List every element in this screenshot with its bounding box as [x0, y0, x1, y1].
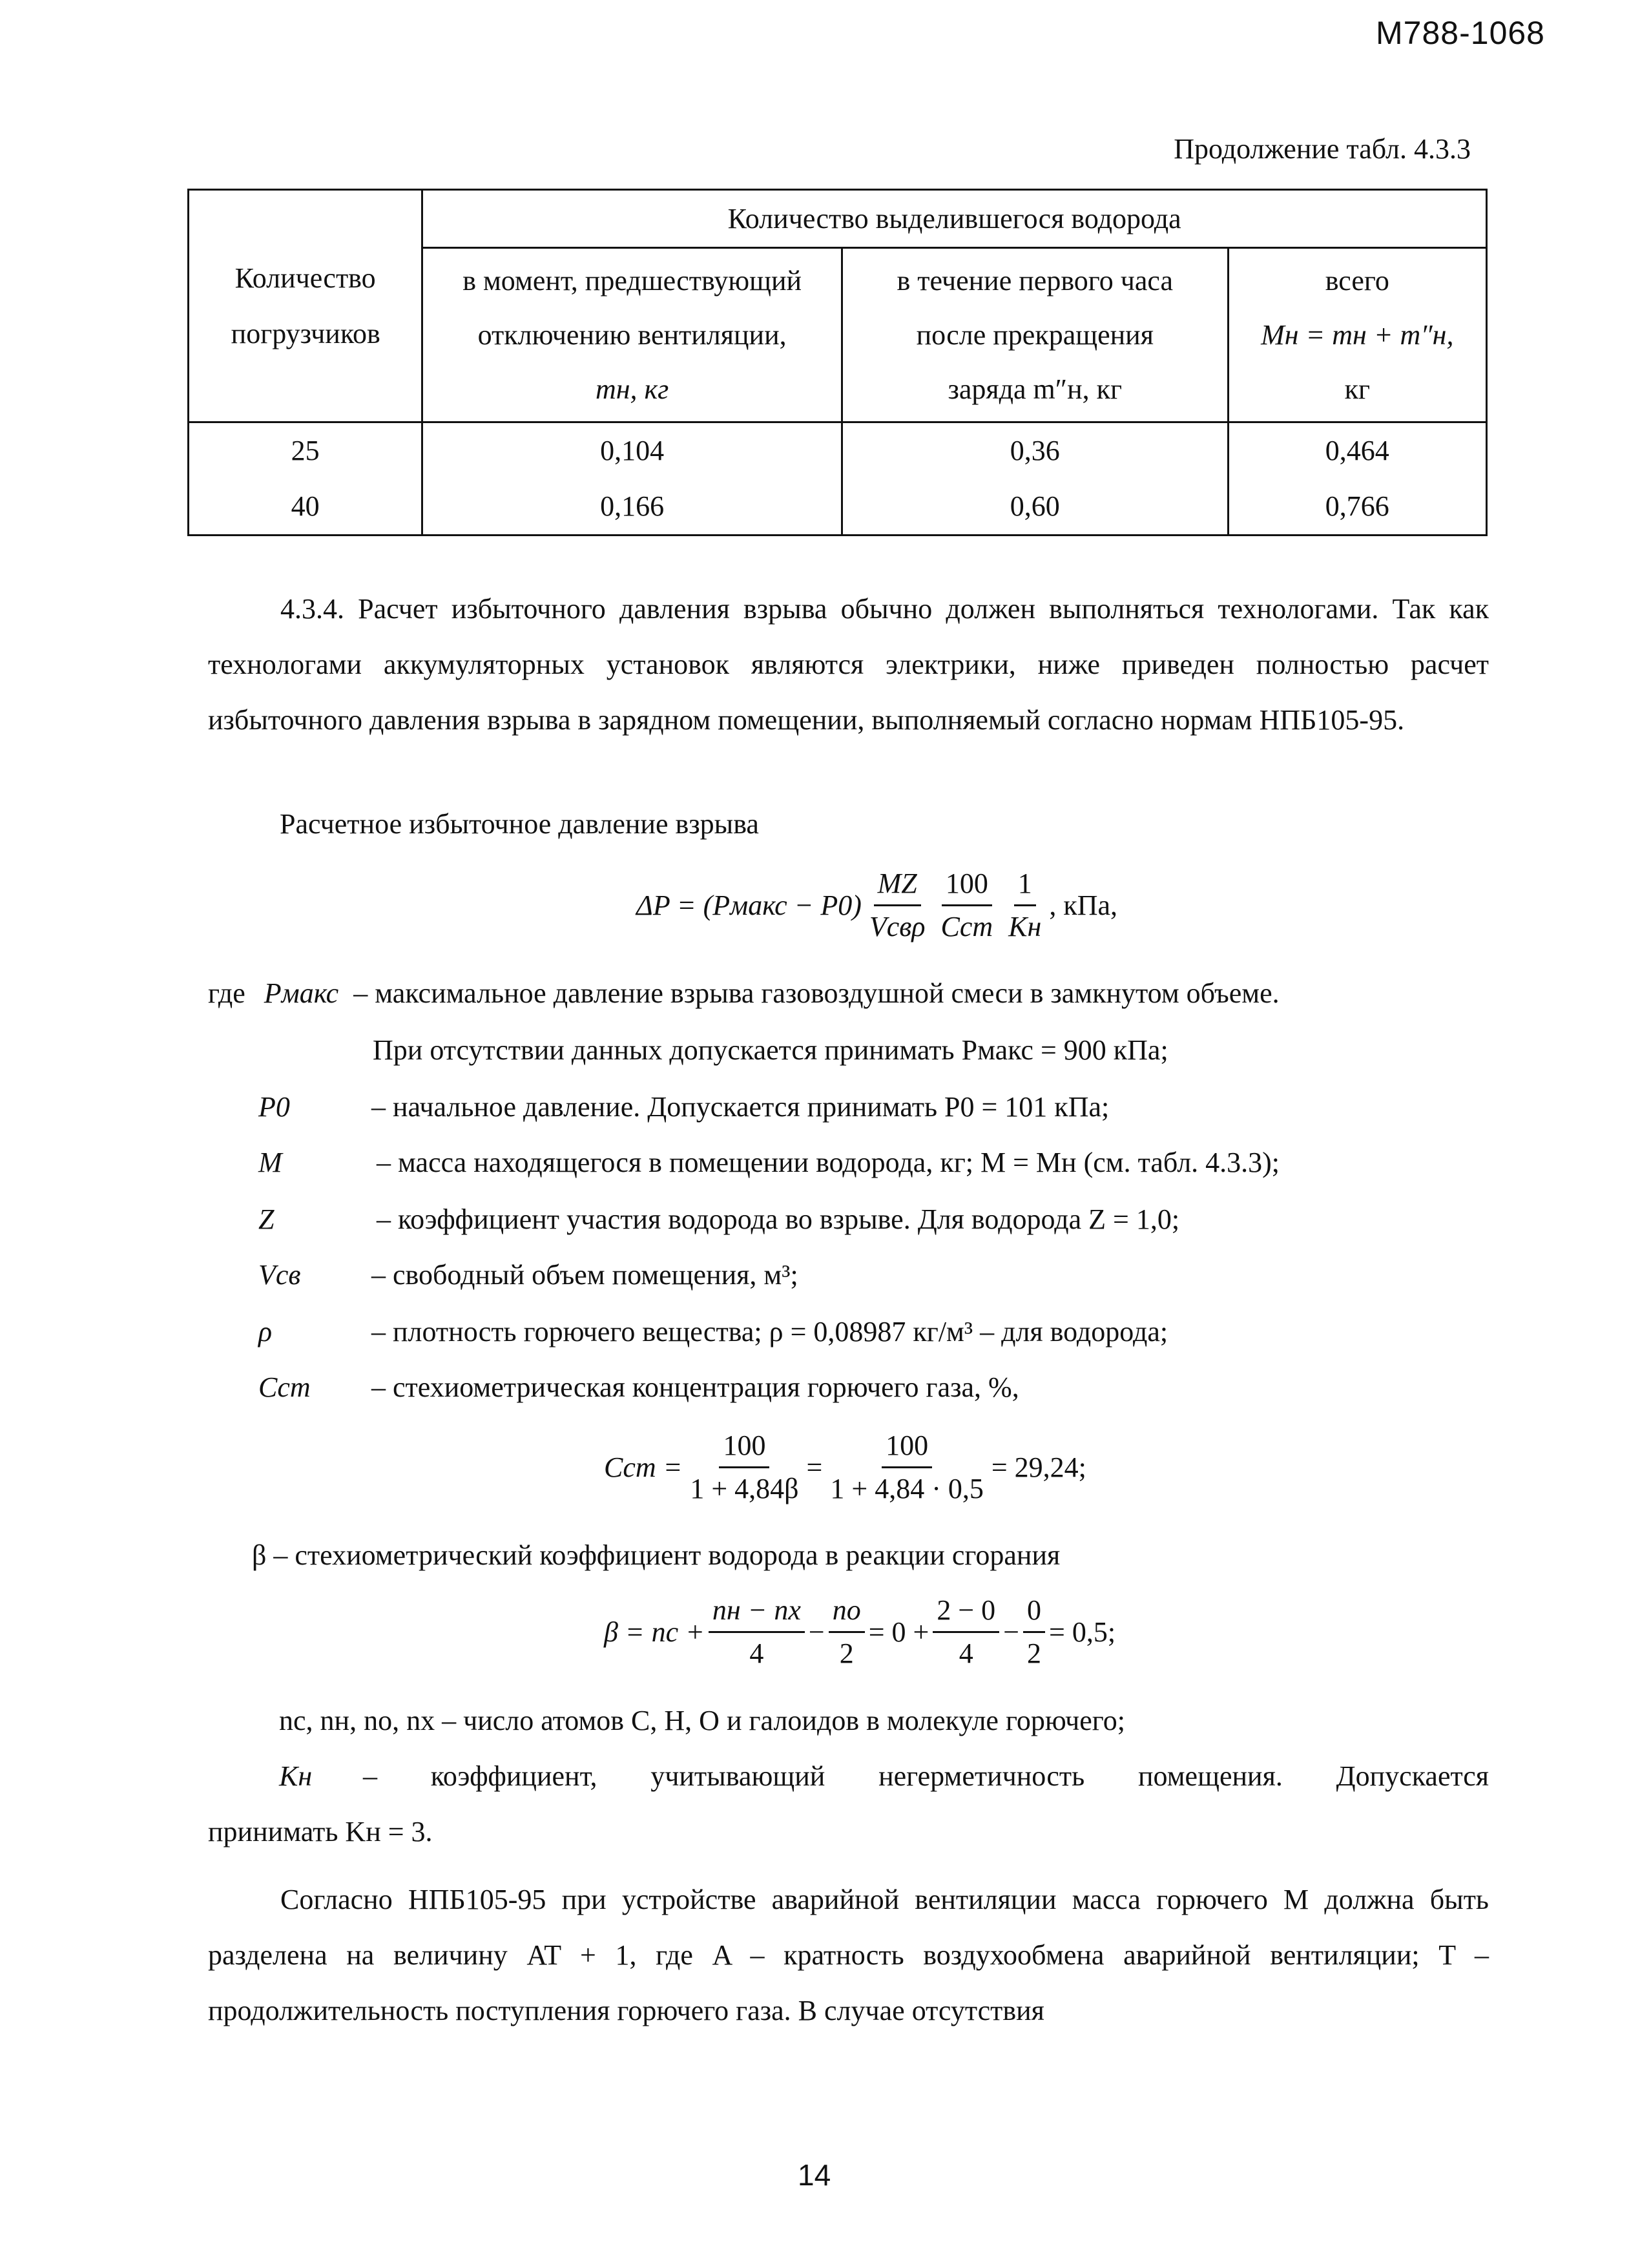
formula-beta: β = nc + $\frac{nн - nx}{4}$ − $\frac{no}{2}$ = 0 + $\frac{2 - 0}{4}$ − $\frac{0}{2}$ = 0,5; [604, 1592, 1115, 1672]
paragraph-emergency-ventilation: Согласно НПБ105-95 при устройстве аварийной вентиляции масса горючего M должна быть разделена на величину AT + 1, где A – кратность воздухообмена аварийной вентиляции; T – продолжительность поступления горючего газа. В случае отсутствия [208, 1884, 1489, 2026]
kn-continuation: принимать Kн = 3. [208, 1816, 433, 1847]
cell-moment: 0,104 [422, 422, 842, 479]
where-line: где Pмакс – максимальное давление взрыва газовоздушной смеси в замкнутом объеме. [208, 977, 1280, 1009]
cell-moment: 0,166 [422, 479, 842, 536]
formula-lhs: ΔP = (Pмакс − P0) [636, 890, 862, 921]
def-item: ρ – плотность горючего вещества; ρ = 0,08987 кг/м³ – для водорода; [258, 1316, 1168, 1347]
cell-hour: 0,36 [842, 422, 1228, 479]
where-continuation: При отсутствии данных допускается принимать Pмакс = 900 кПа; [373, 1034, 1168, 1066]
cell-hour: 0,60 [842, 479, 1228, 536]
col-header-count: Количество погрузчиков [189, 190, 422, 422]
fraction: $\frac{MZ}{\text{Vсвρ}}$ [866, 866, 929, 945]
page-number: 14 [798, 2158, 831, 2192]
table-row [189, 479, 1487, 536]
fraction: $\frac{100}{1 + 4,84\beta}$ [686, 1428, 802, 1507]
formula-cst: Cст = $\frac{100}{1 + 4,84\beta}$ = $\frac{100}{1 + 4,84 \cdot 0,5}$ = 29,24; [604, 1428, 1086, 1507]
fraction: $\frac{100}{1 + 4,84 \cdot 0,5}$ [826, 1428, 987, 1507]
def-item: Z – коэффициент участия водорода во взрыве. Для водорода Z = 1,0; [258, 1203, 1180, 1235]
cell-count: 25 [189, 422, 422, 479]
paragraph-4-3-4: 4.3.4. Расчет избыточного давления взрыва обычно должен выполняться технологами. Так как технологами аккумуляторных установок являются электрики, ниже приведен полностью расчет избыточного давления взрыва в зарядном помещении, выполняемый согласно нормам НПБ105-95. [208, 593, 1489, 736]
atoms-line: nc, nн, no, nx – число атомов C, H, O и галоидов в молекуле горючего; [279, 1705, 1125, 1736]
hydrogen-table [187, 189, 1488, 536]
fraction: $\frac{100}{\text{Cст}}$ [937, 866, 997, 945]
col-header-moment: в момент, предшествующий отключению вентиляции, mн, кг [422, 248, 842, 422]
fraction: $\frac{no}{2}$ [829, 1592, 865, 1672]
document-code: М788-1068 [1376, 15, 1545, 51]
fraction: $\frac{1}{Kн}$ [1004, 866, 1045, 945]
def-item: Cст – стехиометрическая концентрация горючего газа, %, [258, 1371, 1019, 1403]
beta-definition: β – стехиометрический коэффициент водорода в реакции сгорания [252, 1539, 1061, 1571]
kn-line: Kн – коэффициент, учитывающий негерметичность помещения. Допускается [279, 1760, 1489, 1792]
fraction: $\frac{nн - nx}{4}$ [709, 1592, 805, 1672]
col-header-hour: в течение первого часа после прекращения заряда m″н, кг [842, 248, 1228, 422]
def-item: Vсв – свободный объем помещения, м³; [258, 1259, 798, 1291]
cell-total: 0,766 [1228, 479, 1486, 536]
formula-delta-p [636, 866, 1117, 945]
col-header-total: всего Mн = mн + m″н, кг [1228, 248, 1486, 422]
paragraph-pressure-intro: Расчетное избыточное давление взрыва [280, 808, 759, 840]
def-item: M – масса находящегося в помещении водорода, кг; M = Mн (см. табл. 4.3.3); [258, 1147, 1280, 1178]
col-group-header: Количество выделившегося водорода [422, 190, 1487, 248]
def-item: P0 – начальное давление. Допускается принимать P0 = 101 кПа; [258, 1091, 1110, 1123]
fraction: $\frac{0}{2}$ [1023, 1592, 1045, 1672]
fraction: $\frac{2 - 0}{4}$ [933, 1592, 999, 1672]
formula-unit: , кПа, [1049, 890, 1118, 921]
table-caption: Продолжение табл. 4.3.3 [1174, 133, 1471, 165]
cell-total: 0,464 [1228, 422, 1486, 479]
cell-count: 40 [189, 479, 422, 536]
table-row [189, 422, 1487, 479]
symbol-pmax: Pмакс [264, 977, 339, 1009]
